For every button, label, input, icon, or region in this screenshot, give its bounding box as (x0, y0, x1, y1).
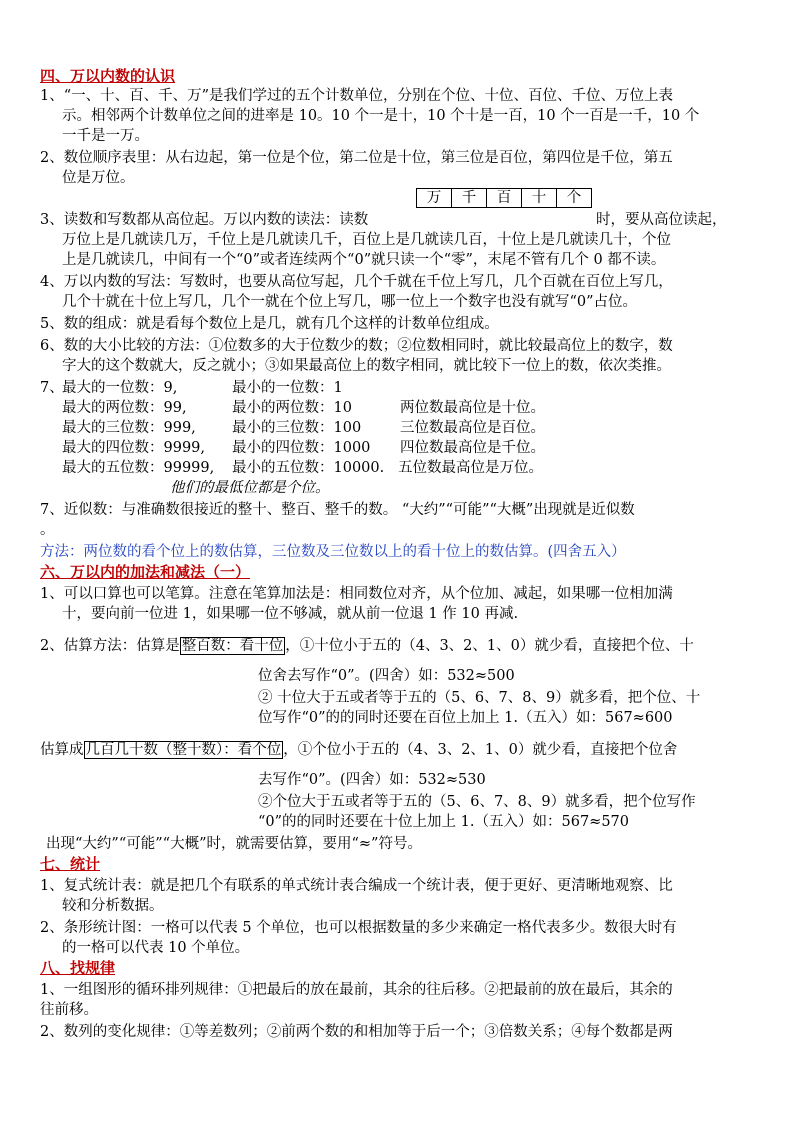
text-line: 位舍去写作“0”。(四舍）如：532≈500 (258, 668, 515, 684)
text-line: 最小的一位数：1 (232, 380, 343, 396)
text-line: 三位数最高位是百位。 (400, 420, 545, 436)
text-line: 2、数列的变化规律：①等差数列；②前两个数的和相加等于后一个；③倍数关系；④每个数都是两 (40, 1024, 673, 1040)
text-line: 示。相邻两个计数单位之间的进率是 10。10 个一是十，10 个十是一百，10 个一百是一千，10 个 (62, 108, 700, 124)
text-line: 最小的三位数：100 (232, 420, 362, 436)
text-line: 的一格可以代表 10 个单位。 (62, 940, 250, 956)
text-segment: ，①十位小于五的（4、3、2、1、0）就少看，直接把个位、十 (285, 638, 694, 654)
text-line: ② 十位大于五或者等于五的（5、6、7、8、9）就多看，把个位、十 (258, 690, 701, 706)
text-line: 最大的五位数：99999, (62, 460, 215, 476)
section-heading-6: 六、万以内的加法和减法（一） (40, 563, 251, 581)
text-line: 位写作“0”的的同时还要在百位上加上 1.（五入）如：567≈600 (258, 710, 673, 726)
text-line: 两位数最高位是十位。 (400, 400, 545, 416)
text-line: 四位数最高位是千位。 (400, 440, 545, 456)
place-value-table (416, 188, 592, 208)
text-line: 1、一组图形的循环排列规律：①把最后的放在最前，其余的往后移。②把最前的放在最后，其余的 (40, 982, 673, 998)
italic-note: 他们的最低位都是个位。 (170, 480, 330, 496)
text-line: 出现“大约”“可能”“大概”时，就需要估算，要用“≈”符号。 (46, 836, 422, 852)
text-segment: 估算成 (40, 742, 84, 758)
place-cell: 个 (557, 189, 592, 208)
boxed-term: 几百几十数（整十数）：看个位 (85, 742, 282, 758)
text-line: 五位数最高位是万位。 (398, 460, 543, 476)
text-line: 十，要向前一位进 1，如果哪一位不够减，就从前一位退 1 作 10 再减. (62, 606, 519, 622)
text-line: 最大的两位数：99, (62, 400, 187, 416)
text-line (40, 636, 694, 656)
place-cell: 千 (452, 189, 487, 208)
text-line: 3、读数和写数都从高位起。万以内数的读法：读数 (40, 212, 369, 228)
text-line: 上是几就读几，中间有一个“0”或者连续两个“0”就只读一个“零”，末尾不管有几个 0 都不读。 (62, 252, 666, 268)
text-line: 2、条形统计图：一格可以代表 5 个单位，也可以根据数量的多少来确定一格代表多少。数很大时有 (40, 920, 677, 936)
method-line: 方法：两位数的看个位上的数估算，三位数及三位数以上的看十位上的数估算。(四舍五入） (40, 544, 626, 560)
boxed-term: 整百数：看十位 (181, 638, 284, 654)
text-line: 字大的这个数就大，反之就小；③如果最高位上的数字相同，就比较下一位上的数，依次类推。 (62, 358, 671, 374)
text-line: 最大的三位数：999, (62, 420, 196, 436)
text-line: 4、万以内数的写法：写数时，也要从高位写起，几个千就在千位上写几，几个百就在百位上写几， (40, 274, 673, 290)
text-line: ②个位大于五或者等于五的（5、6、7、8、9）就多看，把个位写作 (258, 794, 696, 810)
text-line: 5、数的组成：就是看每个数位上是几，就有几个这样的计数单位组成。 (40, 316, 499, 332)
text-line: 最大的四位数：9999, (62, 440, 206, 456)
text-line: 6、数的大小比较的方法：①位数多的大于位数少的数；②位数相同时，就比较最高位上的数字，数 (40, 338, 673, 354)
text-line: 最小的五位数：10000. (232, 460, 385, 476)
section-heading-4: 四、万以内数的认识 (40, 67, 176, 85)
text-line: 时，要从高位读起， (596, 212, 727, 228)
text-line (40, 740, 677, 760)
text-line: 7、近似数：与准确数很接近的整十、整百、整千的数。 “大约”“可能”“大概”出现就是近似数 (40, 502, 635, 518)
text-line: 位是万位。 (62, 170, 135, 186)
text-line: 1、复式统计表：就是把几个有联系的单式统计表合编成一个统计表，便于更好、更清晰地观察、比 (40, 878, 673, 894)
text-line: “0”的的同时还要在十位上加上 1.（五入）如：567≈570 (258, 814, 629, 830)
place-cell: 百 (487, 189, 522, 208)
section-heading-7: 七、统计 (40, 855, 101, 873)
list-index: 7、 (40, 380, 64, 396)
text-line: 最大的一位数：9, (62, 380, 178, 396)
text-line: 几个十就在十位上写几，几个一就在个位上写几，哪一位上一个数字也没有就写“0”占位。 (62, 294, 638, 310)
text-line: 最小的四位数：1000 (232, 440, 371, 456)
text-line: 1、可以口算也可以笔算。注意在笔算加法是：相同数位对齐，从个位加、减起，如果哪一位相加满 (40, 586, 673, 602)
text-line: 1、“一、十、百、千、万”是我们学过的五个计数单位，分别在个位、十位、百位、千位、万位上表 (40, 88, 674, 104)
text-line: 。 (40, 522, 55, 538)
text-line: 往前移。 (40, 1002, 98, 1018)
text-line: 一千是一万。 (62, 128, 149, 144)
text-line: 最小的两位数：10 (232, 400, 352, 416)
place-cell: 十 (522, 189, 557, 208)
text-segment: ，①个位小于五的（4、3、2、1、0）就少看，直接把个位舍 (283, 742, 678, 758)
text-line: 去写作“0”。(四舍）如：532≈530 (258, 772, 486, 788)
place-cell: 万 (417, 189, 452, 208)
text-line: 万位上是几就读几万，千位上是几就读几千，百位上是几就读几百，十位上是几就读几十，个位 (62, 232, 671, 248)
text-segment: 2、估算方法：估算是 (40, 638, 180, 654)
text-line: 2、数位顺序表里：从右边起，第一位是个位，第二位是十位，第三位是百位，第四位是千位，第五 (40, 150, 673, 166)
section-heading-8: 八、找规律 (40, 959, 116, 977)
text-line: 较和分析数据。 (62, 898, 164, 914)
